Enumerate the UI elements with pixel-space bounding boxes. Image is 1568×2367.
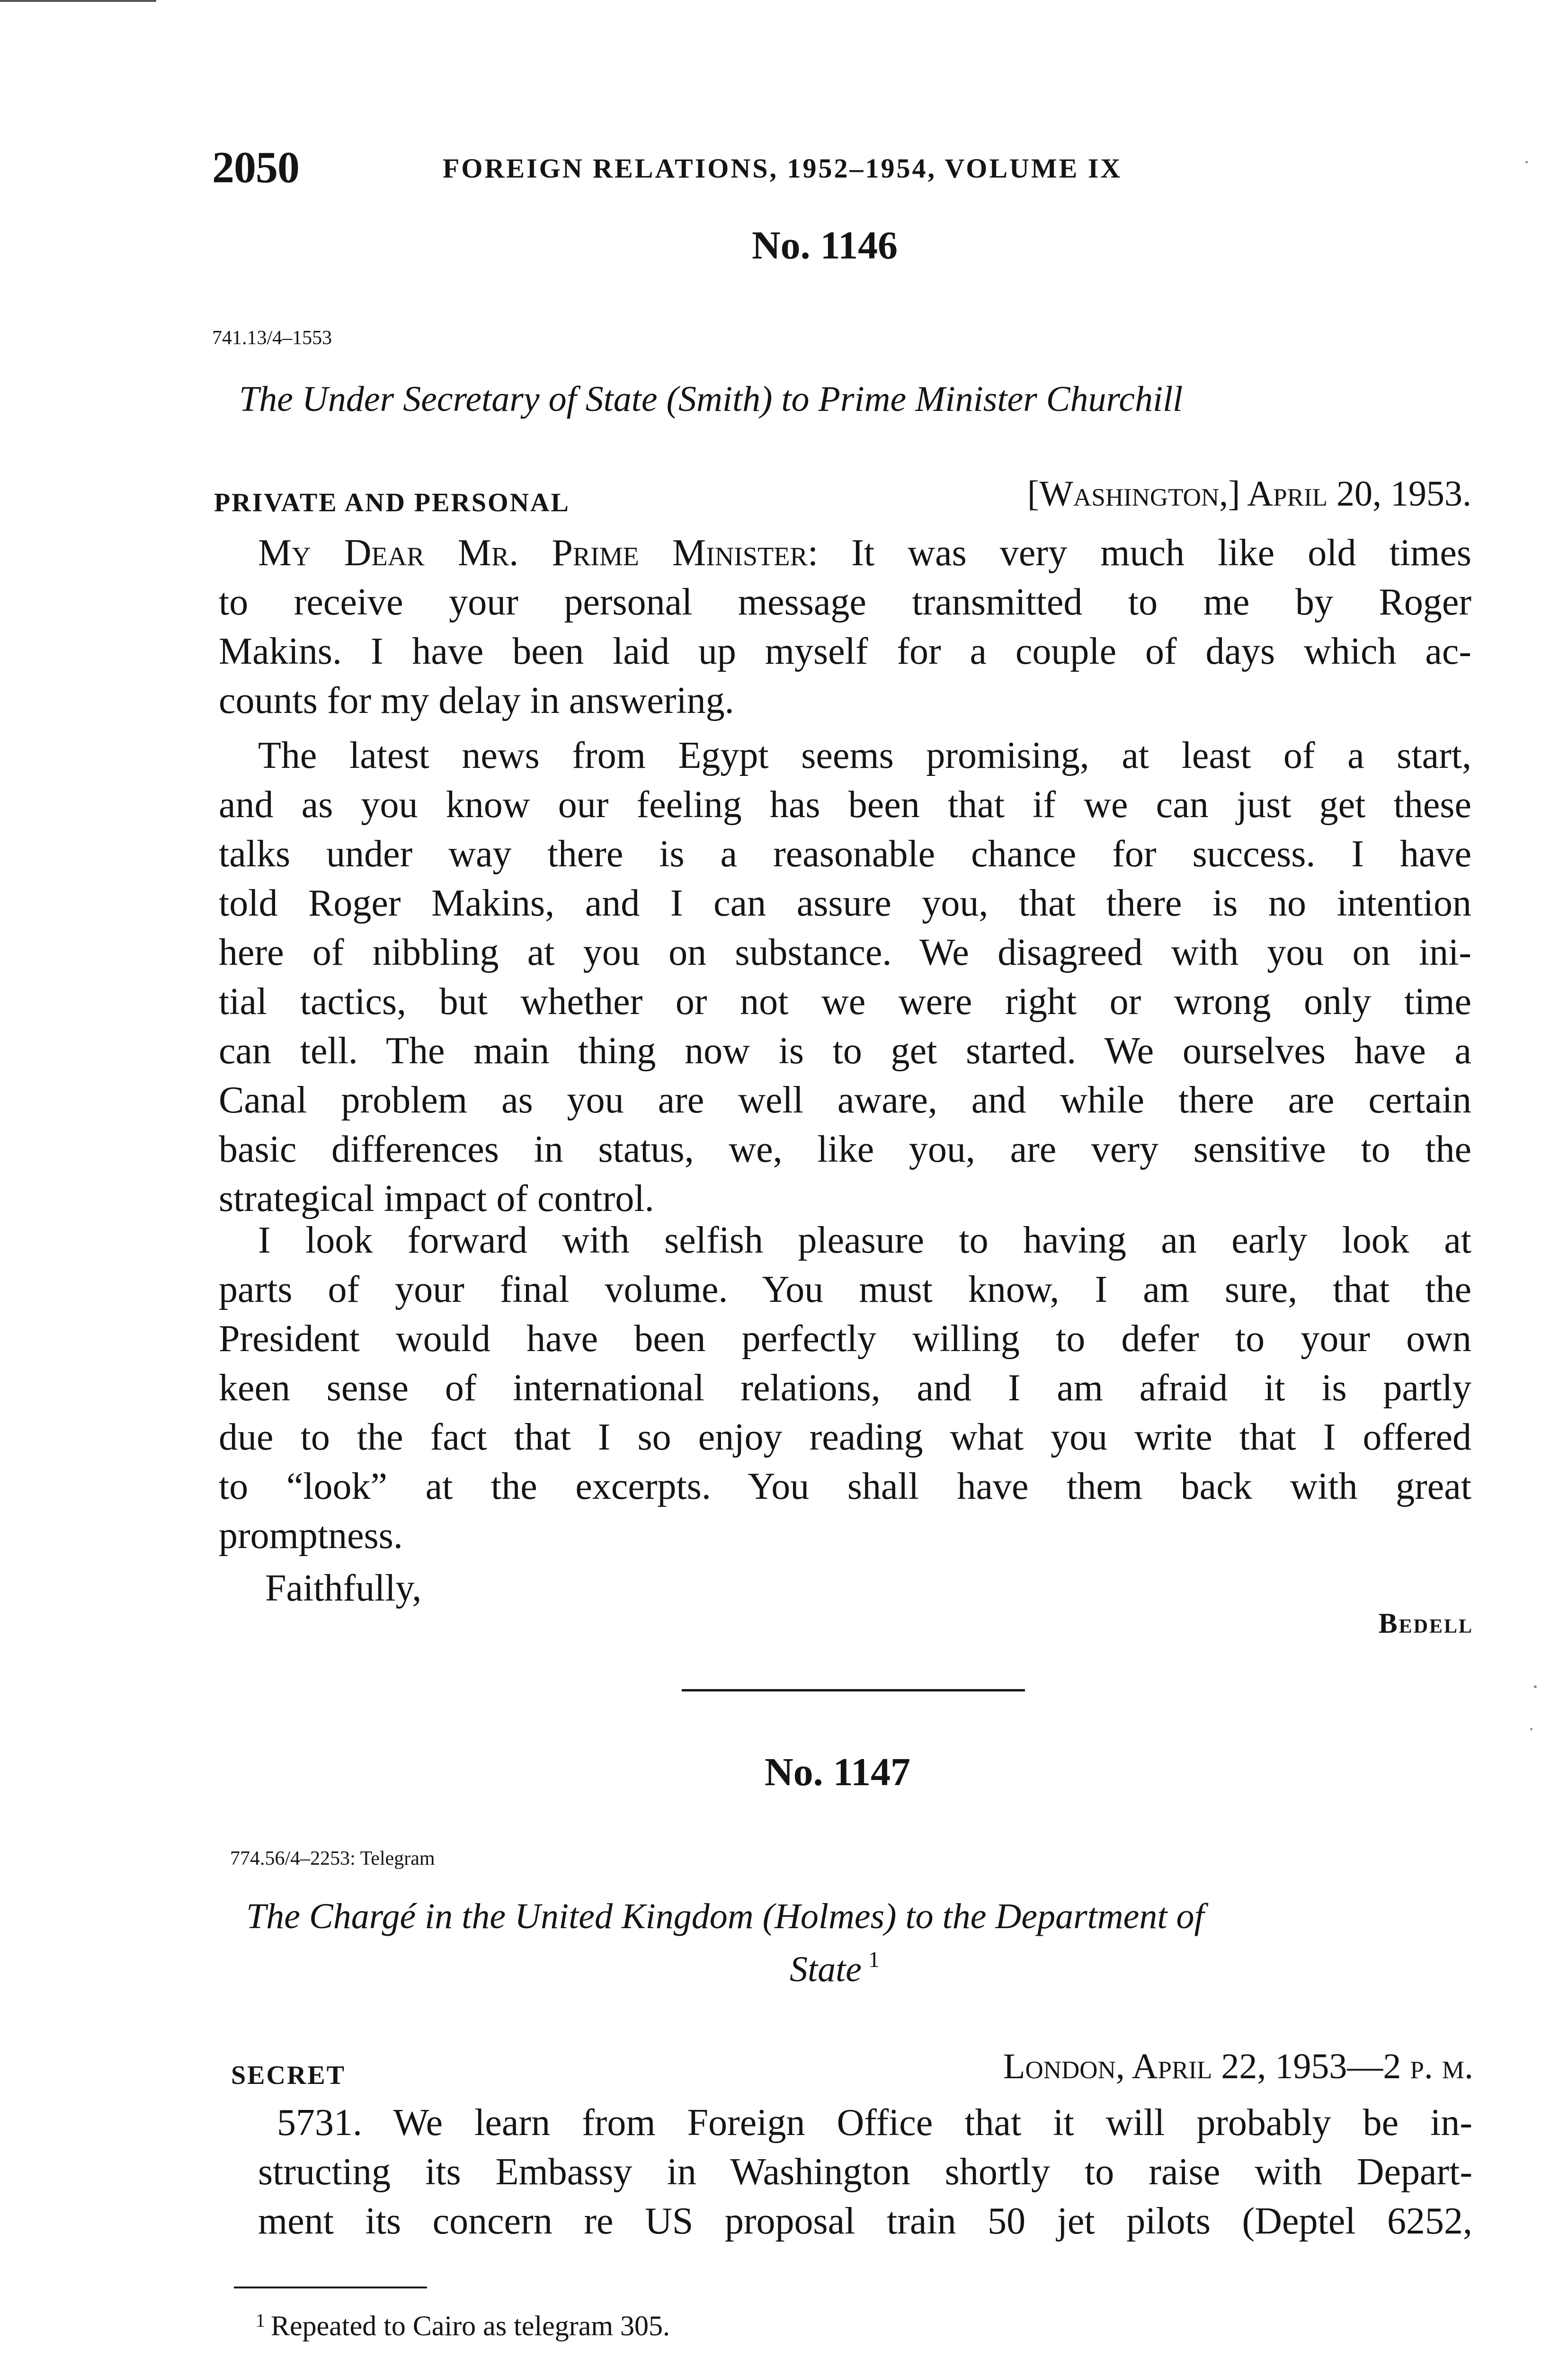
body-line: structing its Embassy in Washington shortly to raise with Depart- [258, 2151, 1472, 2193]
footnote-text: Repeated to Cairo as telegram 305. [271, 2310, 670, 2341]
dateline [1027, 473, 1471, 515]
footnote-number: 1 [256, 2310, 265, 2331]
body-line: keen sense of international relations, and I am afraid it is partly [219, 1367, 1471, 1409]
scan-top-edge [0, 0, 156, 2]
dateline-text: [Washington,] April 20, 1953. [1027, 474, 1471, 514]
file-reference: 741.13/4–1553 [212, 327, 332, 349]
body-line: parts of your final volume. You must know, I am sure, that the [219, 1269, 1471, 1310]
body-line: talks under way there is a reasonable chance for success. I have [219, 833, 1471, 875]
document-number: No. 1147 [765, 1750, 911, 1794]
body-line: to “look” at the excerpts. You shall have them back with great [219, 1466, 1471, 1507]
body-text: It was very much like old times [851, 532, 1472, 574]
footnote-marker: 1 [868, 1947, 880, 1972]
page-number: 2050 [212, 143, 299, 192]
body-line: strategical impact of control. [219, 1178, 654, 1219]
salutation: My Dear Mr. Prime Minister: [258, 532, 819, 574]
dateline-text: London, April 22, 1953—2 p. m. [1003, 2047, 1473, 2086]
scan-speck [1534, 1685, 1537, 1688]
body-line: told Roger Makins, and I can assure you, that there is no intention [219, 882, 1471, 924]
running-title: FOREIGN RELATIONS, 1952–1954, VOLUME IX [443, 153, 1123, 184]
classification: PRIVATE AND PERSONAL [214, 488, 570, 517]
title-text: State [790, 1949, 862, 1989]
body-line: promptness. [219, 1515, 403, 1557]
footnote-rule [234, 2287, 427, 2288]
dateline [1003, 2046, 1473, 2087]
section-divider [682, 1689, 1025, 1691]
body-line: here of nibbling at you on substance. We disagreed with you on ini- [219, 932, 1471, 973]
body-line: 5731. We learn from Foreign Office that it will probably be in- [277, 2102, 1472, 2144]
document-title: The Chargé in the United Kingdom (Holmes) to the Department of [246, 1896, 1204, 1936]
body-line: The latest news from Egypt seems promising, at least of a start, [258, 735, 1471, 776]
document-title: The Under Secretary of State (Smith) to Prime Minister Churchill [239, 379, 1183, 419]
body-line: to receive your personal message transmitted to me by Roger [219, 581, 1471, 623]
scan-speck [1525, 161, 1528, 163]
file-reference: 774.56/4–2253: Telegram [230, 1848, 435, 1869]
classification: SECRET [231, 2061, 346, 2090]
body-line: tial tactics, but whether or not we were right or wrong only time [219, 981, 1471, 1023]
document-number: No. 1146 [752, 223, 898, 267]
body-line: Makins. I have been laid up myself for a couple of days which ac- [219, 631, 1471, 672]
body-line: President would have been perfectly willing to defer to your own [219, 1318, 1471, 1360]
document-title-continued [790, 1947, 880, 1990]
body-line: counts for my delay in answering. [219, 680, 734, 721]
body-line: due to the fact that I so enjoy reading what you write that I offered [219, 1416, 1471, 1458]
body-line: I look forward with selfish pleasure to having an early look at [258, 1219, 1471, 1261]
body-line: Canal problem as you are well aware, and while there are certain [219, 1079, 1471, 1121]
body-line: ment its concern re US proposal train 50 jet pilots (Deptel 6252, [258, 2200, 1472, 2242]
footnote [256, 2309, 670, 2342]
body-line: and as you know our feeling has been that if we can just get these [219, 784, 1471, 826]
body-line: can tell. The main thing now is to get started. We ourselves have a [219, 1030, 1471, 1072]
scan-speck [1530, 1728, 1532, 1730]
body-line: basic differences in status, we, like you, are very sensitive to the [219, 1129, 1471, 1170]
signature: Bedell [1378, 1608, 1473, 1639]
closing: Faithfully, [265, 1567, 422, 1609]
body-line [258, 534, 1471, 572]
